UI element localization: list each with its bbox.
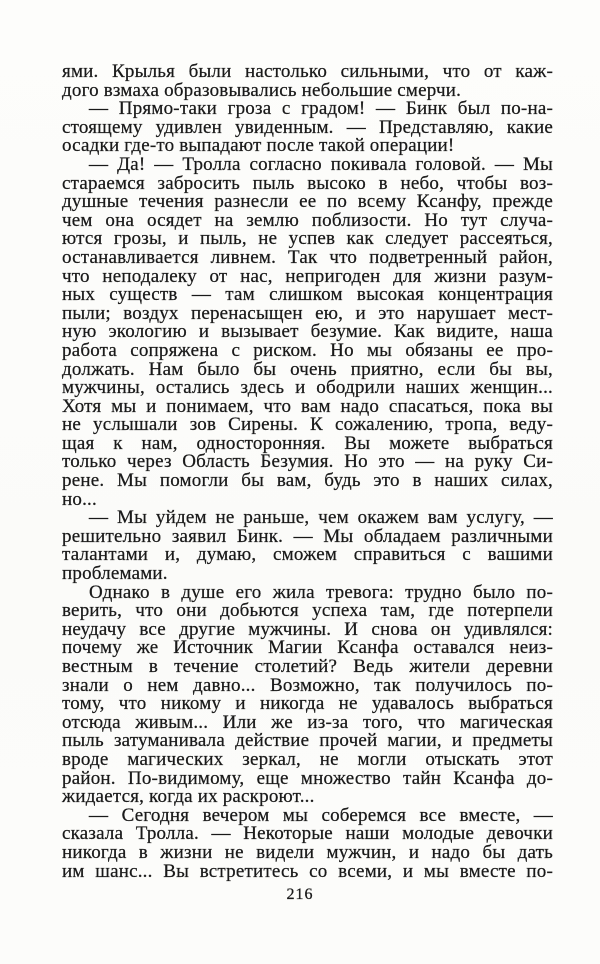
text-line: чем она осядет на землю поблизости. Но тут случа- [62, 209, 553, 231]
text-line: работа сопряжена с риском. Но мы обязаны ее про- [62, 339, 553, 361]
text-line: район. По-видимому, еще множество тайн Ксанфа до- [62, 767, 553, 789]
text-line: пыли; воздух перенасыщен ею, и это нарушает мест- [62, 302, 553, 324]
text-line: тому, что никому и никогда не удавалось выбраться [62, 693, 553, 715]
text-line: вестным в течение столетий? Ведь жители деревни [62, 656, 553, 677]
text-line: должать. Нам было бы очень приятно, если бы вы, [62, 358, 553, 380]
text-line: решительно заявил Бинк. — Мы обладаем различными [62, 525, 553, 547]
text-line: ями. Крылья были настолько сильными, что от каж- [62, 61, 553, 82]
text-line: отсюда живым... Или же из-за того, что магическая [62, 711, 553, 733]
text-line: ются грозы, и пыль, не успев как следует рассеяться, [62, 228, 553, 250]
text-line: рене. Мы помогли бы вам, будь это в наших силах, [62, 470, 553, 492]
text-line: талантами и, думаю, сможем справиться с вашими [62, 544, 553, 566]
text-line: сказала Тролла. — Некоторые наши молодые девочки [62, 823, 553, 845]
text-line: Однако в душе его жила тревога: трудно было по- [89, 581, 553, 603]
text-line: проблемами. [62, 563, 168, 585]
text-line: — Мы уйдем не раньше, чем окажем вам услугу, — [89, 507, 553, 529]
text-line: стоящему удивлен увиденным. — Представляю, какие [62, 116, 553, 138]
text-line: — Да! — Тролла согласно покивала головой. — Мы [89, 153, 553, 175]
text-line: верить, что они добьются успеха там, где потерпели [62, 600, 553, 622]
text-line: останавливается ливнем. Так что подветренный район, [62, 246, 553, 268]
text-line: почему же Источник Магии Ксанфа оставался неиз- [62, 637, 553, 659]
text-line: знали о нем давно... Возможно, так получилось по- [62, 674, 553, 696]
text-line: мужчины, остались здесь и ободрили наших женщин... [62, 377, 553, 399]
text-line: ных существ — там слишком высокая концентрация [62, 284, 553, 306]
text-line: стараемся забросить пыль высоко в небо, чтобы воз- [62, 172, 553, 194]
text-line: душные течения разнесли ее по всему Ксанфу, прежде [62, 191, 553, 213]
text-line: никогда в жизни не видели мужчин, и надо бы дать [62, 841, 553, 863]
text-line: вроде магических зеркал, не могли отыскать этот [62, 748, 553, 770]
text-line: ную экологию и вызывает безумие. Как видите, наша [62, 321, 553, 343]
text-line: неудачу все другие мужчины. И снова он удивлялся: [62, 618, 553, 640]
text-line: Хотя мы и понимаем, что вам надо спасаться, пока вы [62, 395, 553, 417]
text-line: щая к нам, односторонняя. Вы можете выбраться [62, 432, 553, 454]
text-line: — Сегодня вечером мы соберемся все вместе, — [89, 804, 553, 826]
text-line: им шанс... Вы встретитесь со всеми, и мы вместе по- [62, 860, 553, 882]
text-line: жидается, когда их раскроют... [62, 786, 315, 808]
text-line: что неподалеку от нас, непригоден для жизни разум- [62, 265, 553, 287]
text-block [62, 63, 553, 881]
page-number: 216 [286, 886, 314, 903]
text-line: пыль затуманивала действие прочей магии, и предметы [62, 730, 553, 752]
text-line: не услышали зов Сирены. К сожалению, тропа, веду- [62, 414, 553, 436]
text-line: только через Область Безумия. Но это — на руку Си- [62, 451, 553, 473]
text-line: осадки где-то выпадают после такой операции! [62, 135, 455, 157]
text-line: — Прямо-таки гроза с градом! — Бинк был по-на- [89, 98, 553, 120]
text-line: но... [62, 488, 97, 510]
text-line: дого взмаха образовывались небольшие смерчи. [62, 79, 462, 101]
